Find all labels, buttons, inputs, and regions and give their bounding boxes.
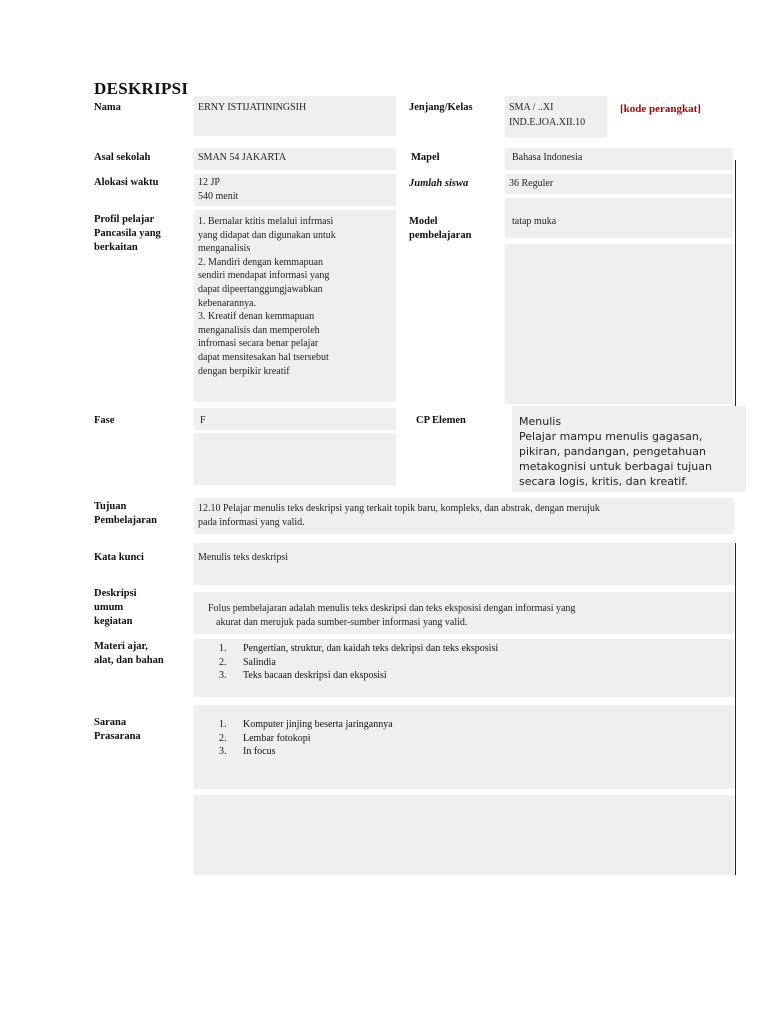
deskripsi-umum-value-1: Folus pembelajaran adalah menulis teks deskripsi dan teks eksposisi dengan informasi yang [208, 603, 576, 614]
alokasi-value-2: 540 menit [198, 191, 239, 202]
tujuan-label [94, 500, 157, 528]
deskripsi-umum-label [94, 587, 137, 629]
jenjang-value-2: IND.E.JOA.XII.10 [509, 117, 586, 128]
materi-label [94, 640, 164, 668]
fase-box-lower [194, 433, 396, 485]
profil-line: kebenarannya. [198, 297, 257, 309]
list-text: Pengertian, struktur, dan kaidah teks dekripsi dan teks eksposisi [243, 643, 499, 654]
right-border-lower [735, 543, 736, 875]
tujuan-label-line: Pembelajaran [94, 515, 157, 526]
cp-elemen-label: CP Elemen [416, 415, 466, 426]
profil-line: dengan berpikir kreatif [198, 365, 290, 377]
kata-kunci-label: Kata kunci [94, 552, 144, 563]
list-item [219, 642, 498, 656]
mapel-label: Mapel [411, 152, 440, 163]
list-text: Lembar fotokopi [243, 732, 311, 744]
cp-elemen-line: metakognisi untuk berbagai tujuan [519, 460, 712, 473]
cp-elemen-line: Menulis [519, 415, 562, 428]
profil-value [198, 215, 336, 378]
fase-value: F [200, 415, 206, 426]
profil-line: sendiri mendapat informasi yang [198, 270, 330, 282]
profil-line: infromasi secara benar pelajar [198, 338, 319, 350]
profil-label-line: Pancasila yang [94, 228, 161, 239]
cp-elemen-value [519, 414, 712, 489]
tujuan-value-2: pada informasi yang valid. [198, 517, 305, 528]
list-number: 1. [219, 643, 227, 654]
list-number: 2. [219, 732, 227, 744]
cp-elemen-line: secara logis, kritis, dan kreatif. [519, 475, 688, 488]
mapel-value: Bahasa Indonesia [512, 152, 583, 163]
jumlah-siswa-value: 36 Reguler [509, 178, 554, 189]
materi-label-line: alat, dan bahan [94, 655, 164, 666]
materi-list [219, 642, 498, 683]
tujuan-label-line: Tujuan [94, 501, 127, 512]
model-box-lower [505, 244, 733, 404]
page-title: DESKRIPSI [94, 79, 189, 98]
asal-sekolah-value: SMAN 54 JAKARTA [198, 152, 287, 163]
profil-label-line: Profil pelajar [94, 214, 155, 225]
profil-label [94, 213, 161, 255]
list-number: 2. [219, 656, 227, 668]
nama-label: Nama [94, 102, 121, 113]
right-border-upper [735, 160, 736, 406]
profil-line: dapat mensitesakan hal tsersebut [198, 351, 329, 363]
jumlah-siswa-label: Jumlah siswa [409, 178, 469, 189]
materi-label-line: Materi ajar, [94, 641, 148, 652]
deskripsi-umum-value-2: akurat dan merujuk pada sumber-sumber informasi yang valid. [216, 617, 468, 628]
profil-label-line: berkaitan [94, 242, 138, 253]
list-number: 3. [219, 746, 227, 757]
sarana-list [219, 718, 393, 759]
profil-line: dapat dipeertanggungjawabkan [198, 283, 323, 295]
sarana-label-line: Prasarana [94, 731, 141, 742]
list-number: 3. [219, 670, 227, 681]
profil-line: 3. Kreatif denan kemmapuan [198, 311, 315, 323]
model-label-line: pembelajaran [409, 230, 472, 241]
list-item [219, 745, 393, 759]
alokasi-label: Alokasi waktu [94, 177, 159, 188]
cp-elemen-line: pikiran, pandangan, pengetahuan [519, 445, 706, 458]
tujuan-value-1: 12.10 Pelajar menulis teks deskripsi yang terkait topik baru, kompleks, dan abstrak, dengan merujuk [198, 503, 600, 514]
nama-value: ERNY ISTIJATININGSIH [198, 102, 307, 113]
model-value: tatap muka [512, 216, 557, 227]
profil-line: yang didapat dan digunakan untuk [198, 229, 336, 241]
sarana-box-lower [194, 795, 734, 875]
list-text: Teks bacaan deskripsi dan eksposisi [243, 670, 387, 681]
deskripsi-umum-label-line: kegiatan [94, 616, 133, 627]
profil-line: 1. Bernalar ktitis melalui infrmasi [198, 216, 334, 227]
kode-perangkat: [kode perangkat] [620, 103, 701, 115]
model-label-line: Model [409, 216, 438, 227]
sarana-label-line: Sarana [94, 717, 127, 728]
asal-sekolah-label: Asal sekolah [94, 152, 151, 163]
sarana-label [94, 716, 141, 744]
deskripsi-umum-label-line: Deskripsi [94, 588, 137, 599]
fase-box [194, 408, 396, 430]
profil-line: menganalisis dan memperoleh [198, 324, 320, 336]
jenjang-label: Jenjang/Kelas [409, 102, 473, 113]
deskripsi-umum-label-line: umum [94, 602, 124, 613]
list-item [219, 718, 393, 732]
cp-elemen-line: Pelajar mampu menulis gagasan, [519, 430, 703, 443]
list-text: Komputer jinjing beserta jaringannya [243, 719, 393, 730]
kata-kunci-value: Menulis teks deskripsi [198, 552, 288, 563]
list-item [219, 656, 498, 670]
model-label [409, 215, 471, 243]
list-item [219, 669, 498, 683]
list-text: Salindia [243, 656, 276, 668]
fase-label: Fase [94, 415, 115, 426]
list-number: 1. [219, 719, 227, 730]
jenjang-value-1: SMA / ..XI [509, 102, 554, 113]
list-text: In focus [243, 746, 276, 757]
profil-line: 2. Mandiri dengan kemmapuan [198, 256, 323, 268]
profil-line: menganalisis [198, 243, 251, 255]
alokasi-value-1: 12 JP [198, 177, 220, 188]
list-item [219, 732, 393, 746]
